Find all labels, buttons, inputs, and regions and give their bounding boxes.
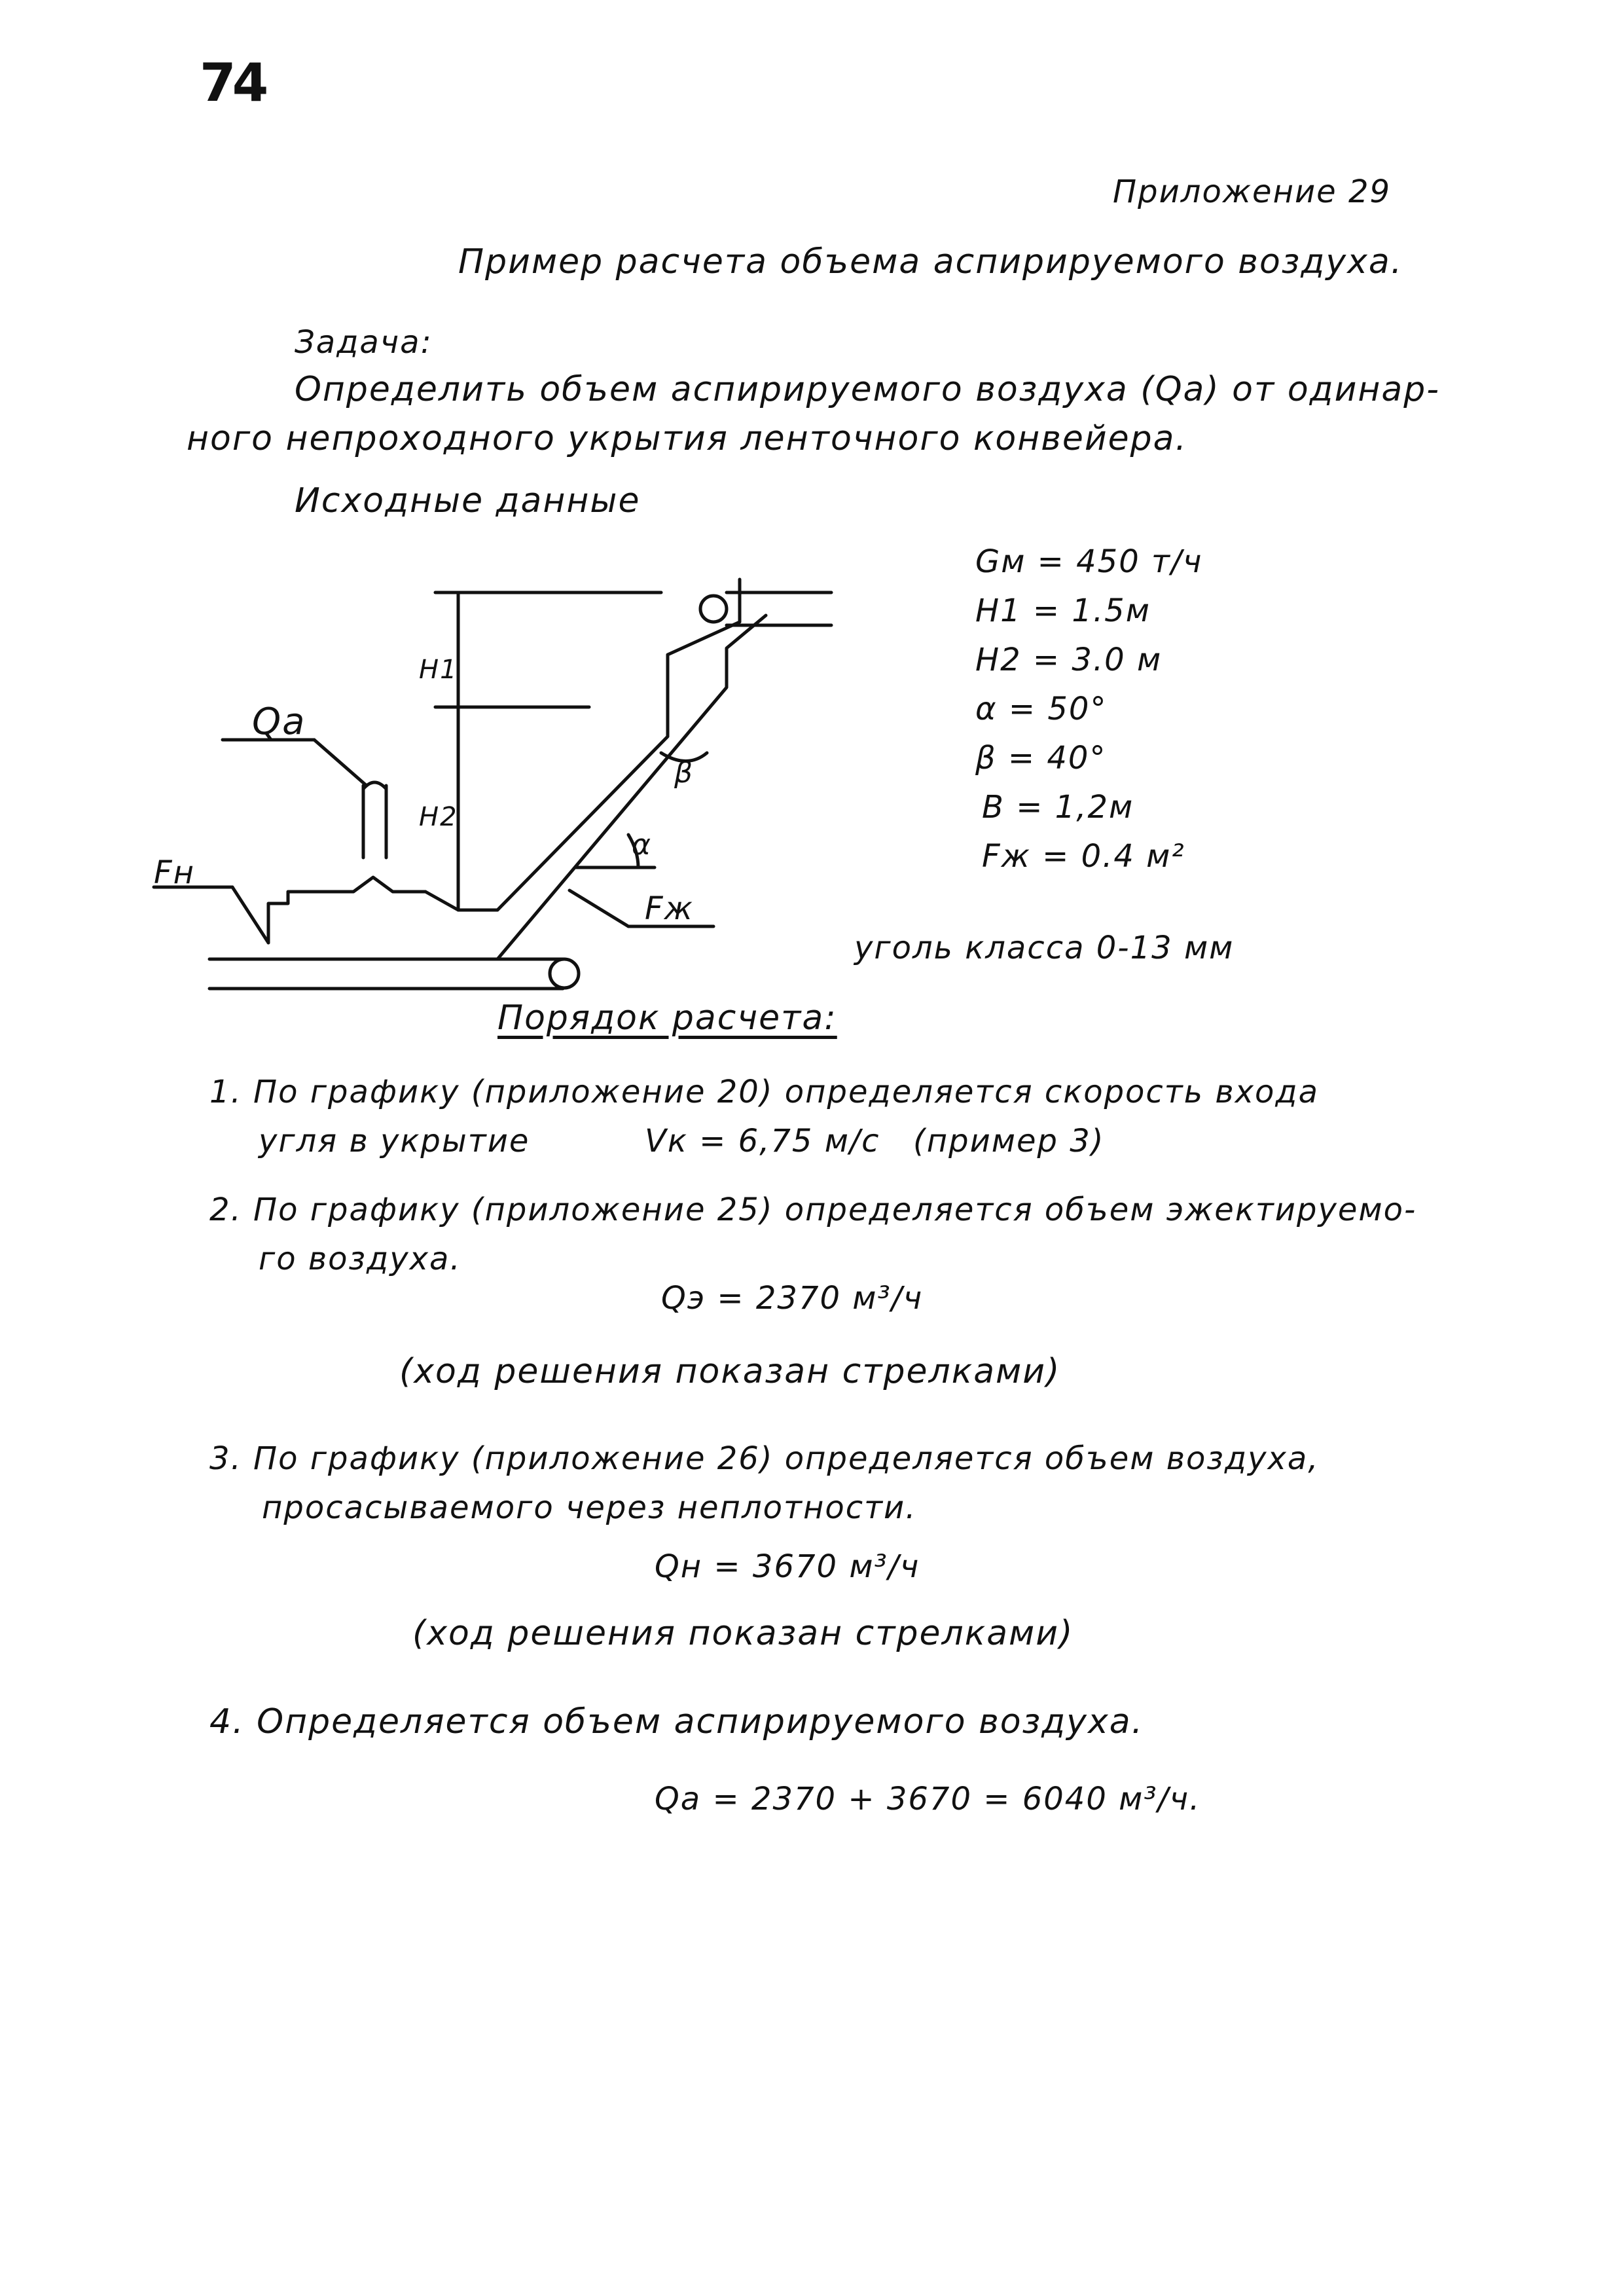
param-alpha: α = 50° (975, 691, 1108, 727)
qa-leader-diag (314, 740, 367, 786)
appendix-label: Приложение 29 (1113, 173, 1392, 210)
task-line-1: Определить объем аспирируемого воздуха (Qa) от одинар- (295, 370, 1441, 409)
step1-line2: угля в укрытие (259, 1123, 530, 1159)
step1-formula: Vк = 6,75 м/с (645, 1123, 880, 1159)
material-note: уголь класса 0-13 мм (854, 930, 1235, 966)
step3-line1: 3. По графику (приложение 26) определяется объем воздуха, (209, 1440, 1320, 1477)
step1-line1: 1. По графику (приложение 20) определяется скорость входа (209, 1074, 1319, 1110)
param-beta: β = 40° (975, 740, 1107, 776)
aspiration-pipe (363, 782, 386, 858)
label-h2: H2 (419, 802, 458, 832)
label-alpha: α (632, 828, 653, 862)
param-h2: H2 = 3.0 м (975, 642, 1163, 678)
param-gm: Gм = 450 т/ч (975, 543, 1203, 580)
step3-note: (ход решения показан стрелками) (412, 1614, 1074, 1653)
param-fzh: Fж = 0.4 м² (982, 838, 1185, 875)
fzh-leader-diag (569, 890, 628, 926)
label-fn: Fн (154, 854, 195, 891)
page-title: Пример расчета объема аспирируемого воздуха. (458, 242, 1403, 282)
head-pulley (700, 596, 727, 622)
label-h1: H1 (419, 655, 458, 685)
label-fzh: Fж (645, 890, 694, 927)
step2-line1: 2. По графику (приложение 25) определяется объем эжектируемо- (209, 1192, 1417, 1228)
step2-line2: го воздуха. (259, 1241, 461, 1277)
conveyor-pulley (550, 959, 579, 988)
label-beta: β (674, 756, 695, 790)
step3-line2: просасываемого через неплотности. (262, 1489, 917, 1526)
step1-note: (пример 3) (913, 1123, 1105, 1159)
initial-data-heading: Исходные данные (295, 481, 641, 520)
task-line-2: ного непроходного укрытия ленточного конвейера. (187, 419, 1188, 458)
page-number: 74 (200, 52, 265, 113)
task-heading: Задача: (295, 324, 433, 361)
step4-line1: 4. Определяется объем аспирируемого воздуха. (209, 1702, 1144, 1741)
step2-result: Qэ = 2370 м³/ч (661, 1280, 924, 1317)
param-h1: H1 = 1.5м (975, 592, 1151, 629)
fn-leader-diag (232, 887, 268, 943)
label-qa: Qa (252, 701, 306, 743)
chute-inner (497, 615, 766, 959)
step3-result: Qн = 3670 м³/ч (655, 1548, 920, 1585)
step2-note: (ход решения показан стрелками) (399, 1352, 1061, 1391)
param-b: B = 1,2м (982, 789, 1134, 826)
procedure-heading: Порядок расчета: (497, 998, 837, 1038)
step4-result: Qa = 2370 + 3670 = 6040 м³/ч. (655, 1781, 1201, 1817)
